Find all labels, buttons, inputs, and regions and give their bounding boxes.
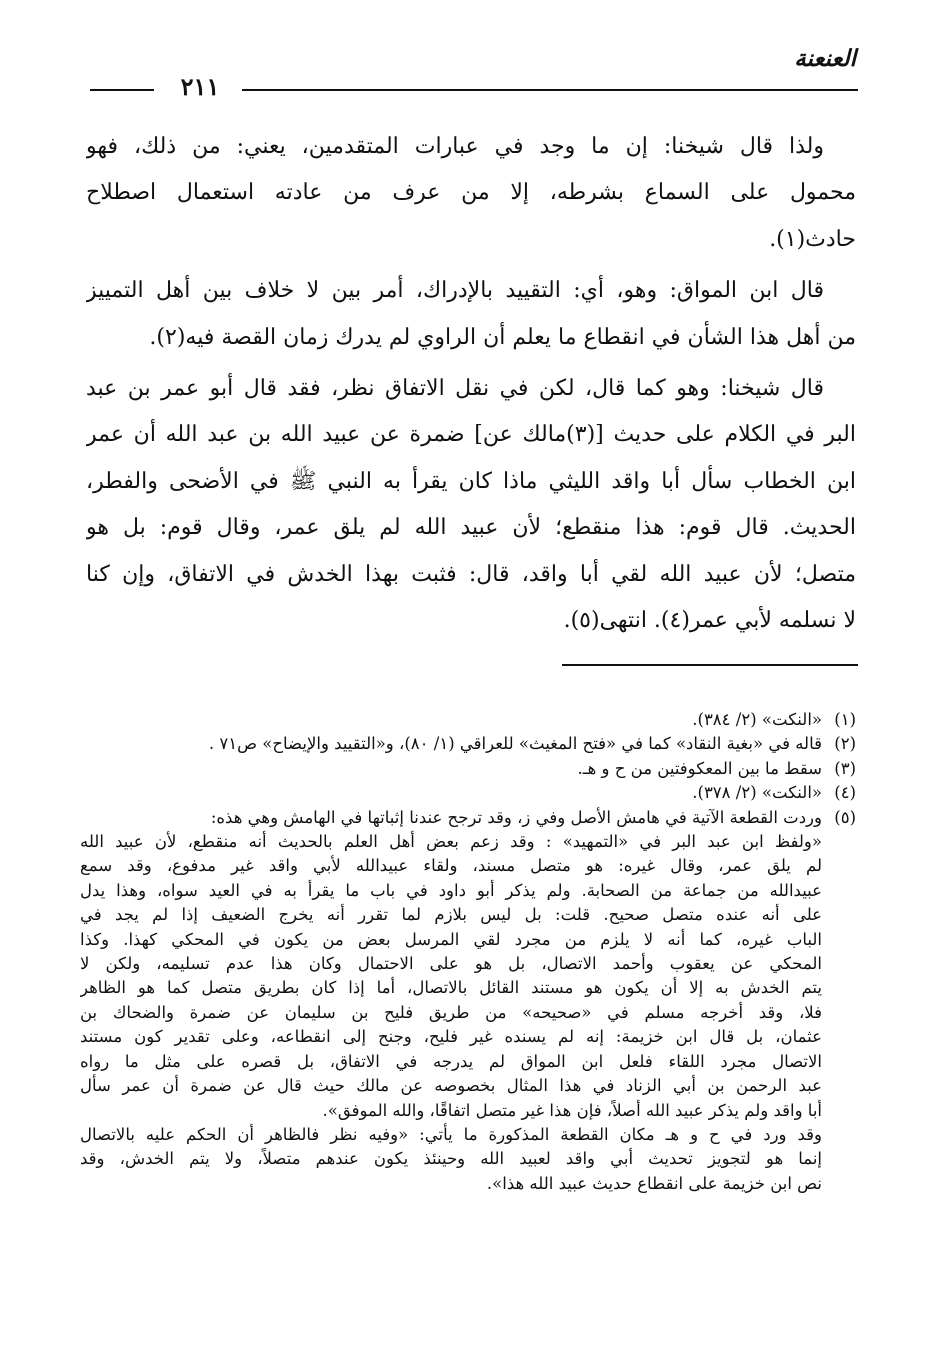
paragraph [86, 366, 856, 644]
footnote-line: فلا، وقد أخرجه مسلم في «صحيحه» من طريق فليح بن سليمان عن ضمرة والضحاك بن [80, 1002, 822, 1022]
footnote-number: (٢) [834, 734, 856, 754]
footnote-line: الاتصال مجرد اللقاء فلعل ابن المواق لم يدرجه في الاتفاق، بل قصره على مثل ما رواه [80, 1051, 822, 1071]
footnote-line: المحكي عن يعقوب وأحمد الاتصال، بل هو على الاحتمال وكان هذا عدم تسليمه، ولكن لا [80, 954, 822, 974]
footnote-text: وردت القطعة الآتية في هامش الأصل وفي ز، وقد ترجح عندنا إثباتها في الهامش وهي هذه: [210, 807, 822, 827]
footnote [80, 757, 856, 781]
text-line: ابن الخطاب سأل أبا واقد الليثي ماذا كان يقرأ به النبي ﷺ في الأضحى والفطر، [86, 468, 856, 494]
footnote-line: نص ابن خزيمة على انقطاع حديث عبيد الله هذا». [486, 1173, 822, 1193]
footnote-line: عثمان، بل قال ابن خزيمة: إنه لم يسنده غير فليح، وجنح إلى انقطاعه، وعلى تقدير كون مستند [80, 1027, 822, 1047]
text-line: البر في الكلام على حديث [(٣)مالك عن] ضمرة عن عبيد الله بن عبد الله أن عمر [86, 422, 856, 448]
footnote-separator [562, 664, 858, 666]
text-line: حادث(١). [769, 226, 856, 252]
footnote-number: (٥) [834, 807, 856, 827]
footnote-line: «ولفظ ابن عبد البر في «التمهيد» : وقد زعم بعض أهل العلم بالحديث أنه منقطع، لأن عبيد الله [80, 832, 822, 852]
text-line: من أهل هذا الشأن في انقطاع ما يعلم أن الراوي لم يدرك زمان القصة فيه(٢). [149, 324, 856, 350]
footnote-line: على أنه عنده متصل صحيح. قلت: بل ليس بلازم لما تقرر أنه يخرج الضعيف إذا لم يجد في [80, 905, 822, 925]
main-text [86, 124, 856, 649]
footnote-line: أبا واقد ولم يذكر عبيد الله أصلاً، فإن هذا غير متصل اتفاقًا، والله الموفق». [322, 1100, 822, 1120]
footnotes [80, 708, 856, 1196]
text-line: لا نسلمه لأبي عمر(٤). انتهى(٥). [563, 608, 856, 634]
footnote-text: سقط ما بين المعكوفتين من ح و هـ. [577, 758, 822, 778]
footnote-text: قاله في «بغية النقاد» كما في «فتح المغيث» للعراقي (١/ ٨٠)، و«التقييد والإيضاح» ص٧١ . [208, 734, 822, 754]
footnote-line: عبد الرحمن بن أبي الزناد في هذا المثال بخصوصه عن مالك حيث قال عن ضمرة أن عمر سأل [80, 1076, 822, 1096]
footnote-number: (١) [834, 710, 856, 729]
footnote-line: الباب غيره، كما أنه لا يلزم من مجرد لقي المرسل بعض من يكون في المحكي كهذا. وكذا [80, 929, 822, 949]
footnote-text: «النكت» (٢/ ٣٨٤). [692, 710, 822, 729]
text-line: متصل؛ لأن عبيد الله لقي أبا واقد، قال: فثبت بهذا الخدش في الاتفاق، وإن كنا [86, 561, 856, 587]
footnote-line: عبيدالله من جماعة من الصحابة. ولم يذكر أبو داود في باب ما يقرأ به في العيد سواه، وهذا يدل [80, 880, 822, 900]
paragraph [86, 268, 856, 361]
text-line: قال ابن المواق: وهو، أي: التقييد بالإدراك، أمر بين لا خلاف بين أهل التمييز [86, 278, 824, 304]
footnote [80, 806, 856, 830]
header-rule-short [90, 89, 154, 91]
footnote-number: (٣) [834, 758, 856, 778]
text-line: ولذا قال شيخنا: إن ما وجد في عبارات المتقدمين، يعني: من ذلك، فهو [86, 134, 824, 159]
footnote-line: يتم الخدش به إلا أن يكون هو مستند القائل بالاتصال، أما إذا كان بطريق متصل كما هو الظاهر [80, 978, 822, 998]
footnote-line: وقد ورد في ح و هـ مكان القطعة المذكورة ما يأتي: «وفيه نظر فالظاهر أن الحكم عليه بالاتصال [80, 1124, 822, 1144]
running-head: العنعنة [794, 45, 856, 72]
footnote-text: «النكت» (٢/ ٣٧٨). [692, 783, 822, 803]
text-line: قال شيخنا: وهو كما قال، لكن في نقل الاتفاق نظر، فقد قال أبو عمر بن عبد [86, 376, 824, 402]
footnote-line: إنما هو لتجويز تحديث أبي واقد لعبيد الله وحينئذ يكون عندهم متصلاً، ولا يتم الخدش، وقد [80, 1149, 822, 1169]
footnote [80, 781, 856, 805]
footnote [80, 732, 856, 756]
footnote-line: لم يلق عمر، وقال غيره: هو متصل مسند، ولقاء عبيدالله لأبي واقد غير مدفوع، وقد سمع [80, 856, 822, 876]
text-line: الحديث. قال قوم: هذا منقطع؛ لأن عبيد الله لم يلق عمر، وقال قوم: بل هو [86, 515, 856, 541]
page-number: ٢١١ [180, 72, 220, 101]
footnote-number: (٤) [834, 783, 856, 803]
header-rule [242, 89, 858, 91]
text-line: محمول على السماع بشرطه، إلا من عرف من عادته استعمال اصطلاح [86, 180, 856, 206]
paragraph [86, 124, 856, 263]
footnote [80, 708, 856, 732]
